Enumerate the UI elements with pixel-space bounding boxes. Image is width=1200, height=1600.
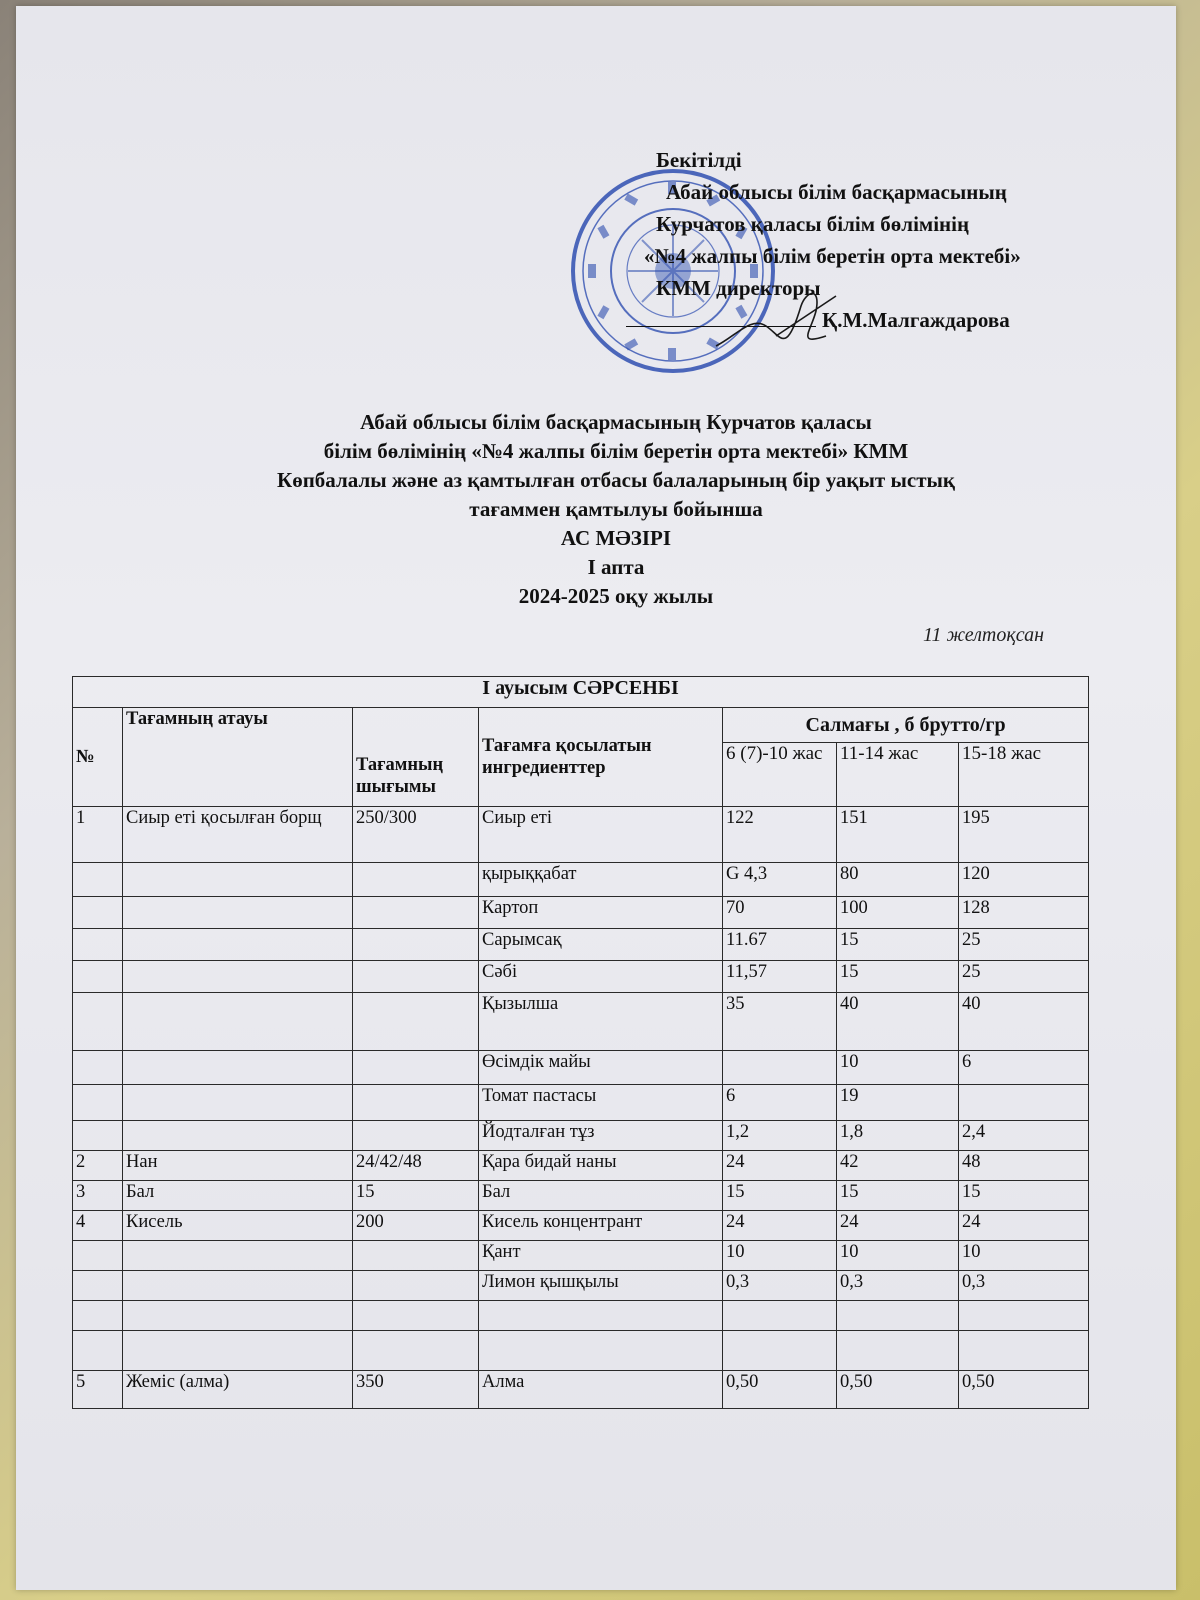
cell-age-15-18: 2,4	[959, 1121, 1089, 1151]
cell-age-6-10: 11,57	[723, 961, 837, 993]
menu-date: 11 желтоқсан	[922, 624, 1044, 646]
table-row	[73, 1181, 1089, 1211]
cell-age-15-18: 15	[959, 1181, 1089, 1211]
cell-age-6-10: 15	[723, 1181, 837, 1211]
cell-ingredient: Сәбі	[479, 961, 723, 993]
table-row	[73, 929, 1089, 961]
cell-age-11-14: 19	[837, 1085, 959, 1121]
cell-dish	[123, 1271, 353, 1301]
title-line: Көпбалалы және аз қамтылған отбасы балаларының бір уақыт ыстық	[276, 468, 956, 492]
table-row	[73, 1211, 1089, 1241]
cell-age-11-14: 10	[837, 1051, 959, 1085]
cell-age-15-18: 0,3	[959, 1271, 1089, 1301]
cell-num: 2	[73, 1151, 123, 1181]
cell-age-15-18: 6	[959, 1051, 1089, 1085]
cell-age-11-14: 80	[837, 863, 959, 897]
cell-age-11-14	[837, 1301, 959, 1331]
table-row	[73, 1371, 1089, 1409]
cell-ingredient: Йодталған тұз	[479, 1121, 723, 1151]
cell-dish	[123, 1331, 353, 1371]
col-header-age-6-10: 6 (7)-10 жас	[723, 743, 837, 807]
cell-num	[73, 961, 123, 993]
cell-ingredient: Қант	[479, 1241, 723, 1271]
cell-age-15-18: 25	[959, 961, 1089, 993]
cell-age-6-10: 35	[723, 993, 837, 1051]
cell-age-15-18: 24	[959, 1211, 1089, 1241]
cell-age-11-14: 151	[837, 807, 959, 863]
cell-output: 15	[353, 1181, 479, 1211]
cell-num	[73, 1301, 123, 1331]
table-row	[73, 807, 1089, 863]
cell-output: 250/300	[353, 807, 479, 863]
cell-output	[353, 1241, 479, 1271]
col-header-age-15-18: 15-18 жас	[959, 743, 1089, 807]
signature-line	[626, 326, 816, 327]
cell-age-11-14: 15	[837, 961, 959, 993]
cell-ingredient: Бал	[479, 1181, 723, 1211]
approval-line: Бекітілді	[656, 148, 742, 172]
cell-age-6-10: 24	[723, 1211, 837, 1241]
cell-output	[353, 1085, 479, 1121]
table-row	[73, 1241, 1089, 1271]
cell-age-11-14: 100	[837, 897, 959, 929]
cell-ingredient	[479, 1331, 723, 1371]
table-row	[73, 1151, 1089, 1181]
cell-age-15-18: 128	[959, 897, 1089, 929]
cell-output	[353, 1331, 479, 1371]
cell-age-11-14	[837, 1331, 959, 1371]
cell-output	[353, 863, 479, 897]
cell-age-6-10: 0,50	[723, 1371, 837, 1409]
cell-ingredient: Картоп	[479, 897, 723, 929]
title-line: І апта	[587, 555, 645, 579]
table-row	[73, 1331, 1089, 1371]
cell-dish: Сиыр еті қосылған борщ	[123, 807, 353, 863]
cell-output	[353, 897, 479, 929]
cell-ingredient: Қызылша	[479, 993, 723, 1051]
cell-age-11-14: 42	[837, 1151, 959, 1181]
cell-age-15-18	[959, 1331, 1089, 1371]
table-row	[73, 897, 1089, 929]
cell-ingredient: Сарымсақ	[479, 929, 723, 961]
cell-ingredient: Кисель концентрант	[479, 1211, 723, 1241]
cell-num: 3	[73, 1181, 123, 1211]
table-row	[73, 1121, 1089, 1151]
cell-ingredient: Лимон қышқылы	[479, 1271, 723, 1301]
col-header-weight: Салмағы , б брутто/гр	[723, 708, 1089, 743]
table-row	[73, 1301, 1089, 1331]
cell-age-6-10: 1,2	[723, 1121, 837, 1151]
cell-num: 1	[73, 807, 123, 863]
cell-num	[73, 1331, 123, 1371]
cell-age-15-18: 25	[959, 929, 1089, 961]
cell-num	[73, 1085, 123, 1121]
cell-ingredient: Сиыр еті	[479, 807, 723, 863]
title-line: білім бөлімінің «№4 жалпы білім беретін орта мектебі» КММ	[323, 439, 909, 463]
table-row	[73, 961, 1089, 993]
cell-age-15-18: 120	[959, 863, 1089, 897]
cell-num	[73, 863, 123, 897]
cell-dish	[123, 1085, 353, 1121]
cell-age-11-14: 10	[837, 1241, 959, 1271]
cell-dish	[123, 1241, 353, 1271]
shift-header: І ауысым СӘРСЕНБІ	[73, 677, 1089, 708]
cell-output: 350	[353, 1371, 479, 1409]
cell-num	[73, 897, 123, 929]
col-header-ingredients: Тағамға қосылатын ингредиенттер	[479, 708, 723, 807]
cell-age-6-10: 24	[723, 1151, 837, 1181]
cell-num	[73, 1121, 123, 1151]
cell-age-6-10: 122	[723, 807, 837, 863]
cell-age-11-14: 1,8	[837, 1121, 959, 1151]
cell-ingredient: Алма	[479, 1371, 723, 1409]
cell-dish	[123, 1051, 353, 1085]
cell-age-6-10: G 4,3	[723, 863, 837, 897]
approval-line: «№4 жалпы білім беретін орта мектебі»	[644, 244, 1021, 268]
approval-block	[644, 144, 1156, 336]
cell-age-15-18: 48	[959, 1151, 1089, 1181]
cell-age-11-14: 0,50	[837, 1371, 959, 1409]
cell-dish	[123, 897, 353, 929]
cell-output	[353, 993, 479, 1051]
col-header-num: №	[73, 708, 123, 807]
table-row	[73, 1085, 1089, 1121]
cell-dish: Нан	[123, 1151, 353, 1181]
cell-age-11-14: 15	[837, 929, 959, 961]
col-header-dish: Тағамның атауы	[123, 708, 353, 807]
col-header-output: Тағамның шығымы	[353, 708, 479, 807]
cell-age-11-14: 15	[837, 1181, 959, 1211]
cell-output: 24/42/48	[353, 1151, 479, 1181]
cell-output	[353, 1051, 479, 1085]
table-row	[73, 993, 1089, 1051]
cell-num	[73, 1051, 123, 1085]
cell-output	[353, 1271, 479, 1301]
cell-age-15-18	[959, 1301, 1089, 1331]
cell-dish	[123, 961, 353, 993]
cell-dish: Жеміс (алма)	[123, 1371, 353, 1409]
cell-ingredient: Өсімдік майы	[479, 1051, 723, 1085]
title-line: тағаммен қамтылуы бойынша	[469, 497, 763, 521]
cell-age-6-10	[723, 1301, 837, 1331]
cell-dish	[123, 993, 353, 1051]
cell-num: 5	[73, 1371, 123, 1409]
cell-output	[353, 1121, 479, 1151]
signer-name: Қ.М.Малгаждарова	[822, 308, 1010, 332]
cell-age-6-10	[723, 1331, 837, 1371]
title-line: Абай облысы білім басқармасының Курчатов қаласы	[360, 410, 872, 434]
cell-age-6-10	[723, 1051, 837, 1085]
cell-dish: Бал	[123, 1181, 353, 1211]
table-row	[73, 863, 1089, 897]
cell-dish	[123, 929, 353, 961]
cell-ingredient	[479, 1301, 723, 1331]
cell-age-6-10: 11.67	[723, 929, 837, 961]
cell-age-15-18	[959, 1085, 1089, 1121]
cell-age-11-14: 40	[837, 993, 959, 1051]
cell-num	[73, 1271, 123, 1301]
cell-age-6-10: 10	[723, 1241, 837, 1271]
cell-output: 200	[353, 1211, 479, 1241]
cell-dish	[123, 1121, 353, 1151]
table-row	[73, 1271, 1089, 1301]
cell-ingredient: Қара бидай наны	[479, 1151, 723, 1181]
cell-dish	[123, 1301, 353, 1331]
cell-age-15-18: 40	[959, 993, 1089, 1051]
cell-num	[73, 993, 123, 1051]
cell-ingredient: қырыққабат	[479, 863, 723, 897]
cell-num: 4	[73, 1211, 123, 1241]
cell-age-15-18: 195	[959, 807, 1089, 863]
col-header-age-11-14: 11-14 жас	[837, 743, 959, 807]
cell-age-15-18: 10	[959, 1241, 1089, 1271]
approval-line: КММ директоры	[656, 276, 821, 300]
menu-table	[72, 676, 1089, 1409]
menu-table-body	[73, 807, 1089, 1409]
signer-line	[626, 304, 1156, 336]
cell-dish: Кисель	[123, 1211, 353, 1241]
approval-line: Курчатов қаласы білім бөлімінің	[656, 212, 970, 236]
cell-output	[353, 961, 479, 993]
title-line: АС МӘЗІРІ	[560, 526, 672, 550]
cell-age-6-10: 70	[723, 897, 837, 929]
document-title	[116, 408, 1116, 611]
cell-output	[353, 1301, 479, 1331]
cell-num	[73, 929, 123, 961]
cell-output	[353, 929, 479, 961]
cell-age-15-18: 0,50	[959, 1371, 1089, 1409]
approval-line: Абай облысы білім басқармасының	[666, 180, 1007, 204]
cell-age-6-10: 6	[723, 1085, 837, 1121]
title-line: 2024-2025 оқу жылы	[518, 584, 714, 608]
table-row	[73, 1051, 1089, 1085]
cell-age-11-14: 0,3	[837, 1271, 959, 1301]
cell-age-11-14: 24	[837, 1211, 959, 1241]
cell-dish	[123, 863, 353, 897]
cell-num	[73, 1241, 123, 1271]
cell-age-6-10: 0,3	[723, 1271, 837, 1301]
cell-ingredient: Томат пастасы	[479, 1085, 723, 1121]
